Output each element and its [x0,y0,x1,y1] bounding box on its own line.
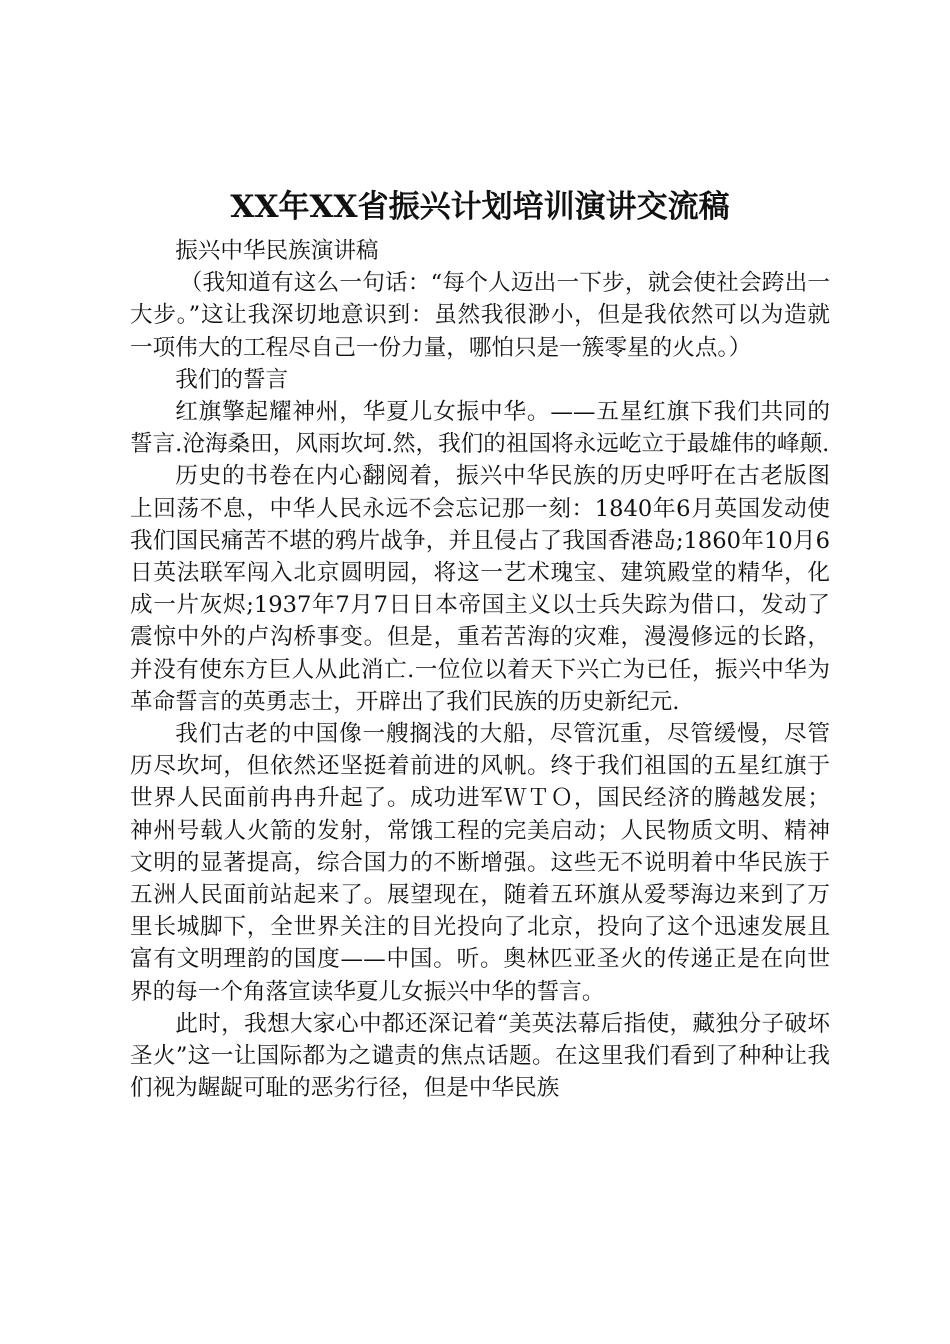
paragraph-speech-heading: 振兴中华民族演讲稿 [175,238,379,264]
document-title: XX年XX省振兴计划培训演讲交流稿 [230,189,730,225]
paragraph-section-heading: 我们的誓言 [175,366,289,393]
paragraph-body: 历史的书卷在内心翻阅着，振兴中华民族的历史呼吁在古老版图上回荡不息，中华人民永远不会忘记那一刻：1840年6月英国发动使我们国民痛苦不堪的鸦片战争，并且侵占了我国香港岛;1860年10月6日英法联军闯入北京圆明园，将这一艺术瑰宝、建筑殿堂的精华，化成一片灰烬;1937年7月7日日本帝国主义以士兵失踪为借口，发动了震惊中外的卢沟桥事变。但是，重若苦海的灾难，漫漫修远的长路，并没有使东方巨人从此消亡.一位位以着天下兴亡为已任，振兴中华为革命誓言的英勇志士，开辟出了我们民族的历史新纪元. [130,463,830,715]
paragraph-body: 红旗擎起耀神州，华夏儿女振中华。——五星红旗下我们共同的誓言.沧海桑田，风雨坎坷.然，我们的祖国将永远屹立于最雄伟的峰颠. [130,399,830,458]
paragraph-body: 我们古老的中国像一艘搁浅的大船，尽管沉重，尽管缓慢，尽管历尽坎坷，但依然还坚挺着前进的风帆。终于我们祖国的五星红旗于世界人民面前冉冉升起了。成功进军ＷＴＯ，国民经济的腾越发展；神州号载人火箭的发射，常饿工程的完美启动；人民物质文明、精神文明的显著提高，综合国力的不断增强。这些无不说明着中华民族于五洲人民面前站起来了。展望现在，随着五环旗从爱琴海边来到了万里长城脚下，全世界关注的目光投向了北京，投向了这个迅速发展且富有文明理韵的国度——中国。听。奥林匹亚圣火的传递正是在向世界的每一个角落宣读华夏儿女振兴中华的誓言。 [130,721,830,1005]
paragraph-body: 此时，我想大家心中都还深记着“美英法幕后指使，藏独分子破坏圣火”这一让国际都为之谴责的焦点话题。在这里我们看到了种种让我们视为龌龊可耻的恶劣行径，但是中华民族 [130,1010,830,1102]
paragraph-intro-quote: （我知道有这么一句话：“每个人迈出一下步，就会使社会跨出一大步。”这让我深切地意识到：虽然我很渺小，但是我依然可以为造就一项伟大的工程尽自己一份力量，哪怕只是一簇零星的火点。） [130,270,830,361]
document-page [130,185,830,1104]
